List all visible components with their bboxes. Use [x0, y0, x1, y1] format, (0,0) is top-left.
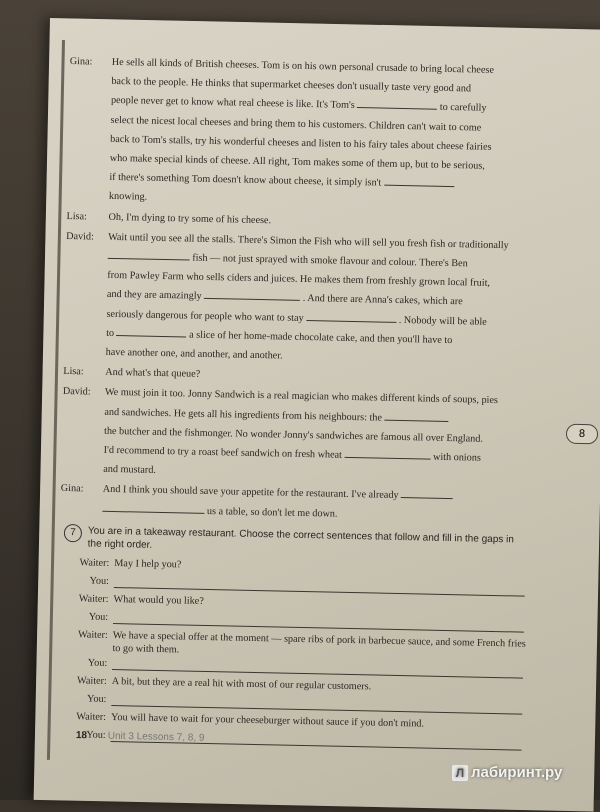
blank-gap[interactable]: [204, 287, 300, 301]
waiter-text: A bit, but they are a real hit with most of our regular customers.: [111, 675, 372, 693]
waiter-line: Waiter: May I help you?: [59, 554, 529, 582]
watermark-text: лабиринт.ру: [471, 764, 563, 781]
blank-gap[interactable]: [117, 324, 187, 337]
text-line: select the nicest local cheeses and bring them to his customers. Children can't wait to come: [110, 114, 482, 134]
task-number: 7: [64, 524, 82, 542]
text-line: seriously dangerous for people who want to stay . Nobody will be able: [106, 308, 487, 328]
text-line: and they are amazingly . And there are Anna's cakes, which are: [106, 289, 463, 308]
text-line: if there's something Tom doesn't know about cheese, it simply isn't: [109, 168, 537, 196]
text-line: I'd recommend to try a roast beef sandwich on fresh wheat with onions: [103, 444, 481, 464]
side-tab-badge: 8: [566, 424, 598, 445]
text-line: back to Tom's stalls, try his wonderful cheeses and listen to his fairy tales about cheese fairies: [110, 133, 492, 153]
text-line: knowing.: [108, 191, 148, 204]
speaker-label: Lisa:: [66, 210, 88, 223]
text-line: who make special kinds of cheese. All right, Tom makes some of them up, but to be serious,: [109, 152, 485, 172]
page-number: 18: [75, 730, 88, 742]
dialogue-turn: [67, 52, 540, 215]
exercise-exchanges: [56, 554, 530, 754]
speaker-label: Gina:: [69, 55, 93, 68]
text-line: And what's that queue?: [105, 367, 201, 381]
dialogue-turn: [64, 227, 537, 371]
answer-line: You:: [56, 690, 526, 718]
speech-text: [109, 53, 540, 216]
text-line: the butcher and the fishmonger. No wonder Jonny's sandwiches are famous all over England.: [103, 425, 484, 445]
page-content: [56, 52, 540, 754]
waiter-line: Waiter: A bit, but they are a real hit with most of our regular customers.: [57, 672, 527, 700]
blank-gap[interactable]: [306, 309, 396, 323]
blank-gap[interactable]: [357, 96, 437, 110]
text-line: and mustard.: [103, 464, 156, 477]
waiter-line: Waiter: We have a special offer at the moment — spare ribs of pork in barbecue sauce, and some French fries to go with them.: [57, 626, 527, 664]
speaker-label: Lisa:: [63, 366, 84, 378]
watermark: [452, 764, 562, 781]
labirint-logo-icon: Л: [452, 765, 468, 781]
answer-line: You:: [59, 572, 529, 600]
answer-line: You:: [57, 654, 527, 682]
waiter-text: We have a special offer at the moment — spare ribs of pork in barbecue sauce, and some French fries to go with them.: [112, 629, 526, 656]
speech-text: [103, 383, 533, 488]
text-line: Wait until you see all the stalls. There's Simon the Fish who will sell you fresh fish or traditionally: [108, 231, 509, 252]
task-instructions: You are in a takeaway restaurant. Choose the correct sentences that follow and fill in the gaps in the right order.: [87, 525, 514, 551]
text-line: He sells all kinds of British cheeses. Tom is on his own personal crusade to bring local cheese: [111, 56, 495, 76]
text-line: fish — not just sprayed with smoke flavour and colour. There's Ben: [108, 247, 536, 275]
speaker-label: Gina:: [60, 483, 84, 495]
blank-gap[interactable]: [108, 247, 190, 261]
text-line: And I think you should save your appetite for the restaurant. I've already: [103, 480, 531, 508]
text-line: from Pawley Farm who sells ciders and juices. He makes them from freshly grown local fruit,: [107, 270, 491, 290]
waiter-text: May I help you?: [114, 557, 182, 571]
blank-gap[interactable]: [384, 408, 448, 421]
blank-gap[interactable]: [102, 499, 204, 513]
text-line: and sandwiches. He gets all his ingredients from his neighbours: the: [104, 402, 532, 430]
text-line: to a slice of her home-made chocolate cake, and then you'll have to: [106, 324, 534, 352]
speech-text: [102, 480, 531, 527]
waiter-line: Waiter: What would you like?: [58, 590, 528, 618]
blank-gap[interactable]: [384, 174, 454, 187]
text-line: back to the people. He thinks that supermarket cheeses don't usually taste very good and: [111, 76, 472, 95]
speech-text: [106, 228, 537, 371]
dialogue-turn: [61, 382, 533, 488]
waiter-text: You will have to wait for your cheeseburger without sauce if you don't mind.: [110, 711, 425, 730]
text-line: Oh, I'm dying to try some of his cheese.: [108, 211, 272, 226]
task-heading: [60, 524, 530, 560]
answer-line: You:: [56, 726, 526, 754]
text-line: We must join it too. Jonny Sandwich is a real magician who makes different kinds of soups, pies: [104, 387, 499, 407]
answer-line: You:: [58, 608, 528, 636]
text-line: people never get to know what real cheese is like. It's Tom's to carefully: [110, 95, 487, 115]
speaker-label: David:: [62, 386, 91, 398]
text-line: us a table, so don't let me down.: [102, 499, 530, 527]
blank-gap[interactable]: [344, 446, 430, 460]
speaker-label: David:: [66, 230, 94, 243]
unit-label: Unit 3 Lessons 7, 8, 9: [107, 730, 205, 744]
blank-gap[interactable]: [401, 487, 453, 500]
text-line: have another one, and another, and another.: [105, 346, 283, 362]
waiter-text: What would you like?: [113, 593, 204, 607]
waiter-line: Waiter: You will have to wait for your cheeseburger without sauce if you don't mind.: [56, 708, 526, 736]
